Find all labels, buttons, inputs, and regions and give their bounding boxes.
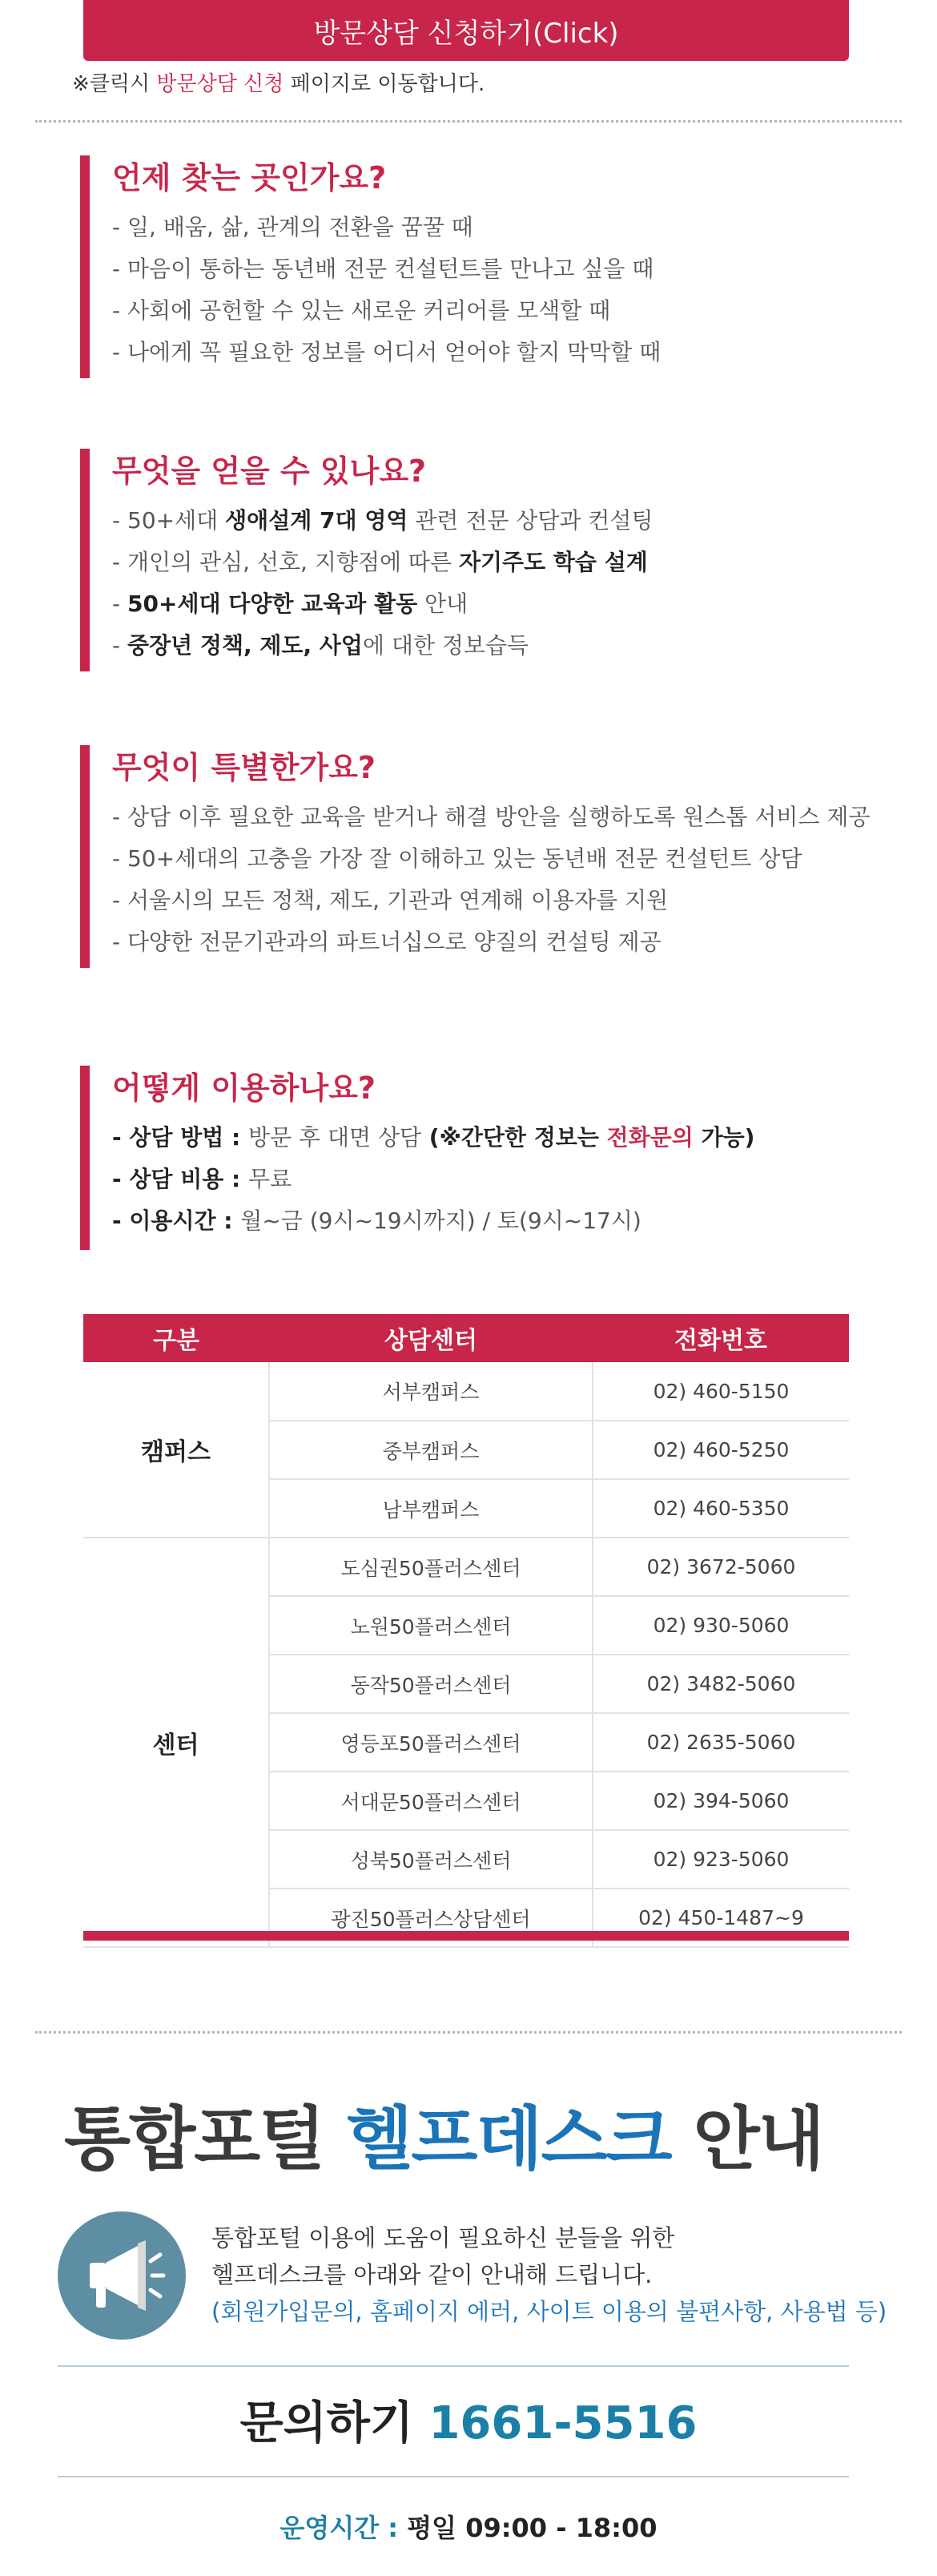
list-item: - 50+세대의 고충을 가장 잘 이해하고 있는 동년배 전문 컨설턴트 상담 [112, 845, 802, 872]
divider [35, 120, 902, 123]
section-when [80, 155, 881, 378]
center-name-cell: 영등포50플러스센터 [269, 1713, 593, 1772]
list-item: - 중장년 정책, 제도, 사업에 대한 정보습득 [112, 632, 529, 659]
list-item: - 50+세대 다양한 교육과 활동 안내 [112, 591, 468, 617]
phone-cell: 02) 2635-5060 [593, 1713, 849, 1772]
list-item: - 상담 비용 : 무료 [112, 1166, 292, 1192]
list-item: - 다양한 전문기관과의 파트너십으로 양질의 컨설팅 제공 [112, 929, 662, 955]
divider [58, 2365, 849, 2367]
phone-cell: 02) 930-5060 [593, 1596, 849, 1655]
list-item: - 사회에 공헌할 수 있는 새로운 커리어를 모색할 때 [112, 297, 611, 324]
section-benefits [80, 449, 881, 671]
table-bottom-bar [83, 1931, 849, 1941]
section-how-to-use [80, 1066, 881, 1250]
list-item: - 마음이 통하는 동년배 전문 컨설턴트를 만나고 싶을 때 [112, 256, 654, 282]
center-name-cell: 광진50플러스상담센터 [269, 1889, 593, 1947]
section-accent-bar [80, 449, 90, 671]
notice-suffix: 페이지로 이동합니다. [284, 72, 485, 96]
table-row [83, 1362, 849, 1421]
list-item: - 상담 이후 필요한 교육을 받거나 해결 방안을 실행하도록 원스톱 서비스 제공 [112, 804, 871, 830]
center-contact-table [83, 1314, 849, 1948]
column-header: 구분 [83, 1314, 269, 1362]
list-item: - 상담 방법 : 방문 후 대면 상담 (※간단한 정보는 전화문의 가능) [112, 1124, 755, 1151]
list-item: - 일, 배움, 삶, 관계의 전환을 꿈꿀 때 [112, 214, 473, 240]
section-title: 어떻게 이용하나요? [112, 1070, 376, 1106]
megaphone-icon [58, 2211, 186, 2340]
divider [58, 2476, 849, 2477]
section-special [80, 745, 881, 968]
phone-cell: 02) 923-5060 [593, 1830, 849, 1889]
apply-notice [72, 67, 485, 97]
operating-hours: 운영시간 : 평일 09:00 - 18:00 [279, 2513, 658, 2543]
phone-cell: 02) 3672-5060 [593, 1538, 849, 1596]
group-cell: 캠퍼스 [83, 1362, 269, 1538]
column-header: 전화번호 [593, 1314, 849, 1362]
section-title: 무엇을 얻을 수 있나요? [112, 454, 427, 489]
list-item: - 서울시의 모든 정책, 제도, 기관과 연계해 이용자를 지원 [112, 887, 669, 913]
group-cell: 센터 [83, 1538, 269, 1947]
phone-number-link[interactable]: 1661-5516 [428, 2397, 698, 2449]
phone-cell: 02) 394-5060 [593, 1772, 849, 1830]
section-accent-bar [80, 1066, 90, 1250]
table-header-row [83, 1314, 849, 1362]
center-name-cell: 남부캠퍼스 [269, 1479, 593, 1538]
center-name-cell: 도심권50플러스센터 [269, 1538, 593, 1596]
center-name-cell: 동작50플러스센터 [269, 1655, 593, 1713]
phone-cell: 02) 460-5250 [593, 1421, 849, 1479]
list-item: - 나에게 꼭 필요한 정보를 어디서 얻어야 할지 막막할 때 [112, 339, 662, 365]
section-accent-bar [80, 745, 90, 968]
list-item: - 개인의 관심, 선호, 지향점에 따른 자기주도 학습 설계 [112, 549, 648, 575]
column-header: 상담센터 [269, 1314, 593, 1362]
notice-prefix: ※클릭시 [72, 72, 157, 96]
helpdesk-description: 통합포털 이용에 도움이 필요하신 분들을 위한 헬프데스크를 아래와 같이 안내해 드립니다. (회원가입문의, 홈페이지 에러, 사이트 이용의 불편사항, 사용법 등) [211, 2224, 887, 2325]
phone-cell: 02) 460-5350 [593, 1479, 849, 1538]
section-title: 무엇이 특별한가요? [112, 750, 376, 785]
center-name-cell: 노원50플러스센터 [269, 1596, 593, 1655]
phone-cell: 02) 460-5150 [593, 1362, 849, 1421]
center-name-cell: 서부캠퍼스 [269, 1362, 593, 1421]
center-name-cell: 중부캠퍼스 [269, 1421, 593, 1479]
visit-consult-apply-button[interactable]: 방문상담 신청하기(Click) [83, 0, 849, 61]
phone-cell: 02) 450-1487~9 [593, 1889, 849, 1947]
helpdesk-title: 통합포털 헬프데스크 안내 [64, 2099, 823, 2179]
section-accent-bar [80, 155, 90, 378]
list-item: - 이용시간 : 월~금 (9시~19시까지) / 토(9시~17시) [112, 1207, 641, 1234]
notice-highlight: 방문상담 신청 [156, 72, 284, 96]
table-row [83, 1538, 849, 1596]
center-name-cell: 성북50플러스센터 [269, 1830, 593, 1889]
center-name-cell: 서대문50플러스센터 [269, 1772, 593, 1830]
section-title: 언제 찾는 곳인가요? [112, 160, 387, 196]
phone-cell: 02) 3482-5060 [593, 1655, 849, 1713]
inquiry-phone: 문의하기 1661-5516 [239, 2397, 698, 2449]
divider [35, 2031, 902, 2034]
list-item: - 50+세대 생애설계 7대 영역 관련 전문 상담과 컨설팅 [112, 507, 653, 534]
